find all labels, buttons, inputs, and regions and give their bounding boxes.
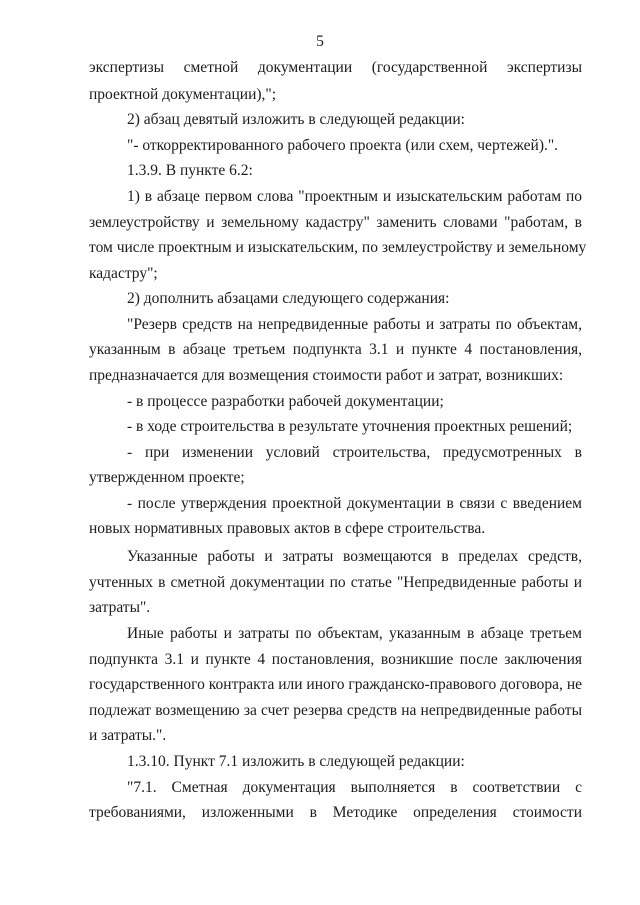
text-line: 2) абзац девятый изложить в следующей редакции:	[127, 111, 465, 128]
text-line: подлежат возмещению за счет резерва средств на непредвиденные работы	[89, 702, 582, 719]
text-line: проектной документации),";	[89, 86, 277, 103]
text-line: 1) в абзаце первом слова "проектным и изыскательским работам по	[127, 188, 582, 205]
text-line: "7.1. Сметная документация выполняется в соответствии с	[127, 779, 582, 796]
text-line: кадастру";	[89, 265, 158, 282]
page-number: 5	[316, 33, 324, 50]
text-line: - в процессе разработки рабочей документации;	[127, 393, 444, 410]
text-line: государственного контракта или иного гражданско-правового договора, не	[89, 676, 582, 693]
text-line: затраты".	[89, 599, 151, 616]
text-line: - в ходе строительства в результате уточнения проектных решений;	[127, 418, 573, 435]
text-line: требованиями, изложенными в Методике определения стоимости	[89, 804, 582, 821]
text-line: утвержденном проекте;	[89, 469, 245, 486]
text-line: землеустройству и земельному кадастру" заменить словами "работам, в	[89, 214, 582, 231]
text-line: Указанные работы и затраты возмещаются в пределах средств,	[127, 548, 582, 565]
text-line: Иные работы и затраты по объектам, указанным в абзаце третьем	[127, 625, 582, 642]
text-line: экспертизы сметной документации (государственной экспертизы	[89, 59, 582, 76]
text-line: 1.3.10. Пункт 7.1 изложить в следующей редакции:	[127, 753, 465, 770]
text-line: "- откорректированного рабочего проекта (или схем, чертежей).".	[127, 137, 559, 154]
text-line: 2) дополнить абзацами следующего содержания:	[127, 290, 450, 307]
text-line: том числе проектным и изыскательским, по землеустройству и земельному	[89, 239, 587, 256]
text-line: предназначается для возмещения стоимости работ и затрат, возникших:	[89, 367, 564, 384]
text-line: - при изменении условий строительства, предусмотренных в	[127, 444, 582, 461]
text-line: указанным в абзаце третьем подпункта 3.1 и пункте 4 постановления,	[89, 341, 582, 358]
text-line: и затраты.".	[89, 727, 167, 744]
text-line: учтенных в сметной документации по статье "Непредвиденные работы и	[89, 574, 582, 591]
text-line: "Резерв средств на непредвиденные работы и затраты по объектам,	[127, 316, 582, 333]
text-line: 1.3.9. В пункте 6.2:	[127, 162, 253, 179]
text-line: подпункта 3.1 и пункте 4 постановления, возникшие после заключения	[89, 651, 582, 668]
text-line: - после утверждения проектной документации в связи с введением	[127, 495, 582, 512]
text-line: новых нормативных правовых актов в сфере строительства.	[89, 520, 486, 537]
